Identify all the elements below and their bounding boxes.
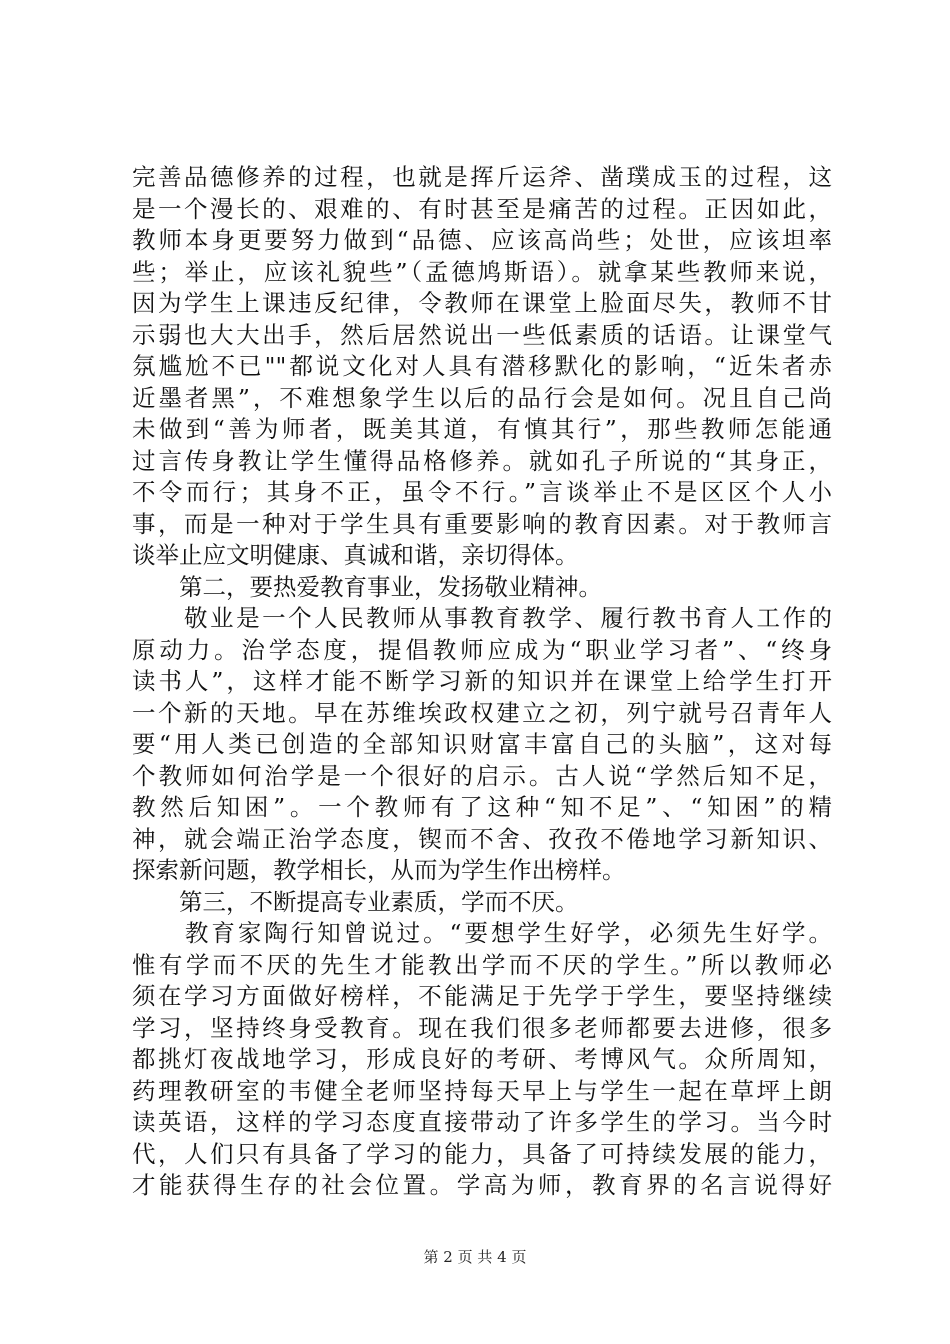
text-line: 第三，不断提高专业素质，学而不厌。 — [132, 887, 579, 916]
text-line: 原动力。治学态度，提倡教师应成为“职业学习者”、“终身 — [132, 635, 832, 664]
text-line: 都挑灯夜战地学习，形成良好的考研、考博风气。众所周知， — [132, 1045, 832, 1073]
text-line: 示弱也大大出手，然后居然说出一些低素质的话语。让课堂气 — [132, 320, 832, 349]
body-text — [132, 162, 832, 1202]
page-footer: 第 2 页 共 4 页 — [423, 1248, 527, 1266]
text-line: 近墨者黑”，不难想象学生以后的品行会是如何。况且自己尚 — [132, 383, 832, 412]
text-line: 些；举止，应该礼貌些”（孟德鸠斯语）。就拿某些教师来说， — [132, 257, 832, 286]
text-line: 个教师如何治学是一个很好的启示。古人说“学然后知不足， — [132, 761, 832, 790]
text-line: 氛尴尬不已""都说文化对人具有潜移默化的影响，“近朱者赤 — [132, 352, 832, 380]
text-line: 要“用人类已创造的全部知识财富丰富自己的头脑”，这对每 — [132, 730, 832, 758]
text-line: 代，人们只有具备了学习的能力，具备了可持续发展的能力， — [132, 1139, 832, 1168]
text-line: 谈举止应文明健康、真诚和谐，亲切得体。 — [132, 541, 579, 569]
text-line: 才能获得生存的社会位置。学高为师，教育界的名言说得好 — [132, 1171, 832, 1199]
text-line: 教师本身更要努力做到“品德、应该高尚些；处世，应该坦率 — [132, 226, 832, 254]
text-line: 须在学习方面做好榜样，不能满足于先学于学生，要坚持继续 — [132, 982, 832, 1010]
text-line: 惟有学而不厌的先生才能教出学而不厌的学生。”所以教师必 — [132, 950, 832, 979]
text-line: 读书人”，这样才能不断学习新的知识并在课堂上给学生打开 — [132, 667, 832, 695]
text-line: 过言传身教让学生懂得品格修养。就如孔子所说的“其身正， — [132, 446, 832, 475]
text-line: 未做到“善为师者，既美其道，有慎其行”，那些教师怎能通 — [132, 415, 832, 443]
text-line: 事，而是一种对于学生具有重要影响的教育因素。对于教师言 — [132, 509, 832, 538]
text-line: 药理教研室的韦健全老师坚持每天早上与学生一起在草坪上朗 — [132, 1076, 832, 1105]
text-line: 是一个漫长的、艰难的、有时甚至是痛苦的过程。正因如此， — [132, 194, 832, 223]
text-line: 神，就会端正治学态度，锲而不舍、孜孜不倦地学习新知识、 — [132, 824, 832, 853]
text-line: 因为学生上课违反纪律，令教师在课堂上脸面尽失，教师不甘 — [132, 289, 832, 317]
text-line: 一个新的天地。早在苏维埃政权建立之初，列宁就号召青年人 — [132, 698, 832, 727]
text-line: 学习，坚持终身受教育。现在我们很多老师都要去进修，很多 — [132, 1013, 832, 1042]
text-line: 读英语，这样的学习态度直接带动了许多学生的学习。当今时 — [132, 1108, 832, 1136]
text-line: 教然后知困”。一个教师有了这种“知不足”、“知困”的精 — [132, 793, 832, 821]
text-line: 教育家陶行知曾说过。“要想学生好学，必须先生好学。 — [132, 919, 832, 947]
text-line: 不令而行；其身不正，虽令不行。”言谈举止不是区区个人小 — [132, 478, 832, 506]
text-line: 探索新问题，教学相长，从而为学生作出榜样。 — [132, 856, 626, 884]
text-line: 第二，要热爱教育事业，发扬敬业精神。 — [132, 572, 602, 601]
text-line: 敬业是一个人民教师从事教育教学、履行教书育人工作的 — [132, 604, 832, 632]
text-line: 完善品德修养的过程，也就是挥斤运斧、凿璞成玉的过程，这 — [132, 163, 832, 191]
